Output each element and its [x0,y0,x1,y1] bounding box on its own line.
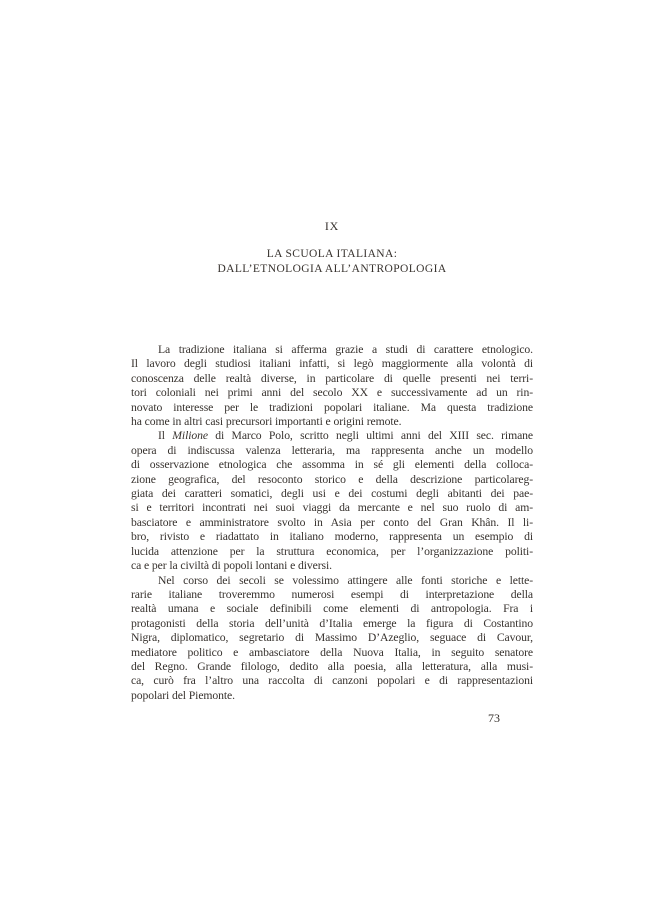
text-line: bro, rivisto e riadattato in italiano moderno, rappresenta un esempio di [131,530,533,544]
italic-text-run: Milione [172,429,208,443]
page-number: 73 [488,711,500,725]
text-line: novato interesse per le tradizioni popolari italiane. Ma questa tradizione [131,400,533,414]
chapter-number: IX [324,219,340,233]
chapter-title-line2: DALL’ETNOLOGIA ALL’ANTROPOLOGIA [217,263,447,275]
text-line: realtà umana e sociale definibili come elementi di antropologia. Fra i [131,602,533,616]
text-line: Il lavoro degli studiosi italiani infatti, si legò maggiormente alla volontà di [131,357,533,371]
text-line: conoscenza delle realtà diverse, in particolare di quelle presenti nei terri- [131,371,533,385]
text-line: zione geografica, del resoconto storico e della descrizione particolareg- [131,472,533,486]
text-run: Il [158,429,173,443]
text-line: mediatore politico e ambasciatore della Nuova Italia, in seguito senatore [131,645,533,659]
text-line: del Regno. Grande filologo, dedito alla poesia, alla letteratura, alla musi- [131,659,533,673]
text-line: ha come in altri casi precursori importanti e origini remote. [131,415,402,429]
chapter-title [131,247,533,277]
text-line: Nel corso dei secoli se volessimo attingere alle fonti storiche e lette- [158,573,533,587]
text-line: lucida attenzione per la struttura economica, per l’organizzazione politi- [131,544,533,558]
text-line: protagonisti della storia dell’unità d’Italia emerge la figura di Costantino [131,616,533,630]
text-line [131,429,533,443]
text-line: giata dei caratteri somatici, degli usi e dei costumi degli abitanti dei pae- [131,487,533,501]
chapter-title-line1: LA SCUOLA ITALIANA: [266,248,398,260]
text-line: di osservazione etnologica che assomma in sé gli elementi della colloca- [131,458,533,472]
text-line: tori coloniali nei primi anni del secolo XX e successivamente ad un rin- [131,386,533,400]
text-line: popolari del Piemonte. [131,688,235,702]
text-line: si e territori incontrati nei suoi viaggi da mercante e nel suo ruolo di am- [131,501,533,515]
text-line: basciatore e amministratore svolto in Asia per conto del Gran Khân. Il li- [131,515,533,529]
text-line: ca e per la civiltà di popoli lontani e diversi. [131,559,332,573]
text-line: ca, curò fra l’altro una raccolta di canzoni popolari e di rappresentazioni [131,674,533,688]
text-line: Nigra, diplomatico, segretario di Massimo D’Azeglio, seguace di Cavour, [131,631,533,645]
text-line: rarie italiane troveremmo numerosi esempi di interpretazione della [131,587,533,601]
body-text [131,343,533,703]
text-line: opera di indiscussa valenza letteraria, ma rappresenta anche un modello [131,443,533,457]
text-run: di Marco Polo, scritto negli ultimi anni del XIII sec. rimane [207,429,533,443]
text-line: La tradizione italiana si afferma grazie a studi di carattere etnologico. [158,343,533,356]
